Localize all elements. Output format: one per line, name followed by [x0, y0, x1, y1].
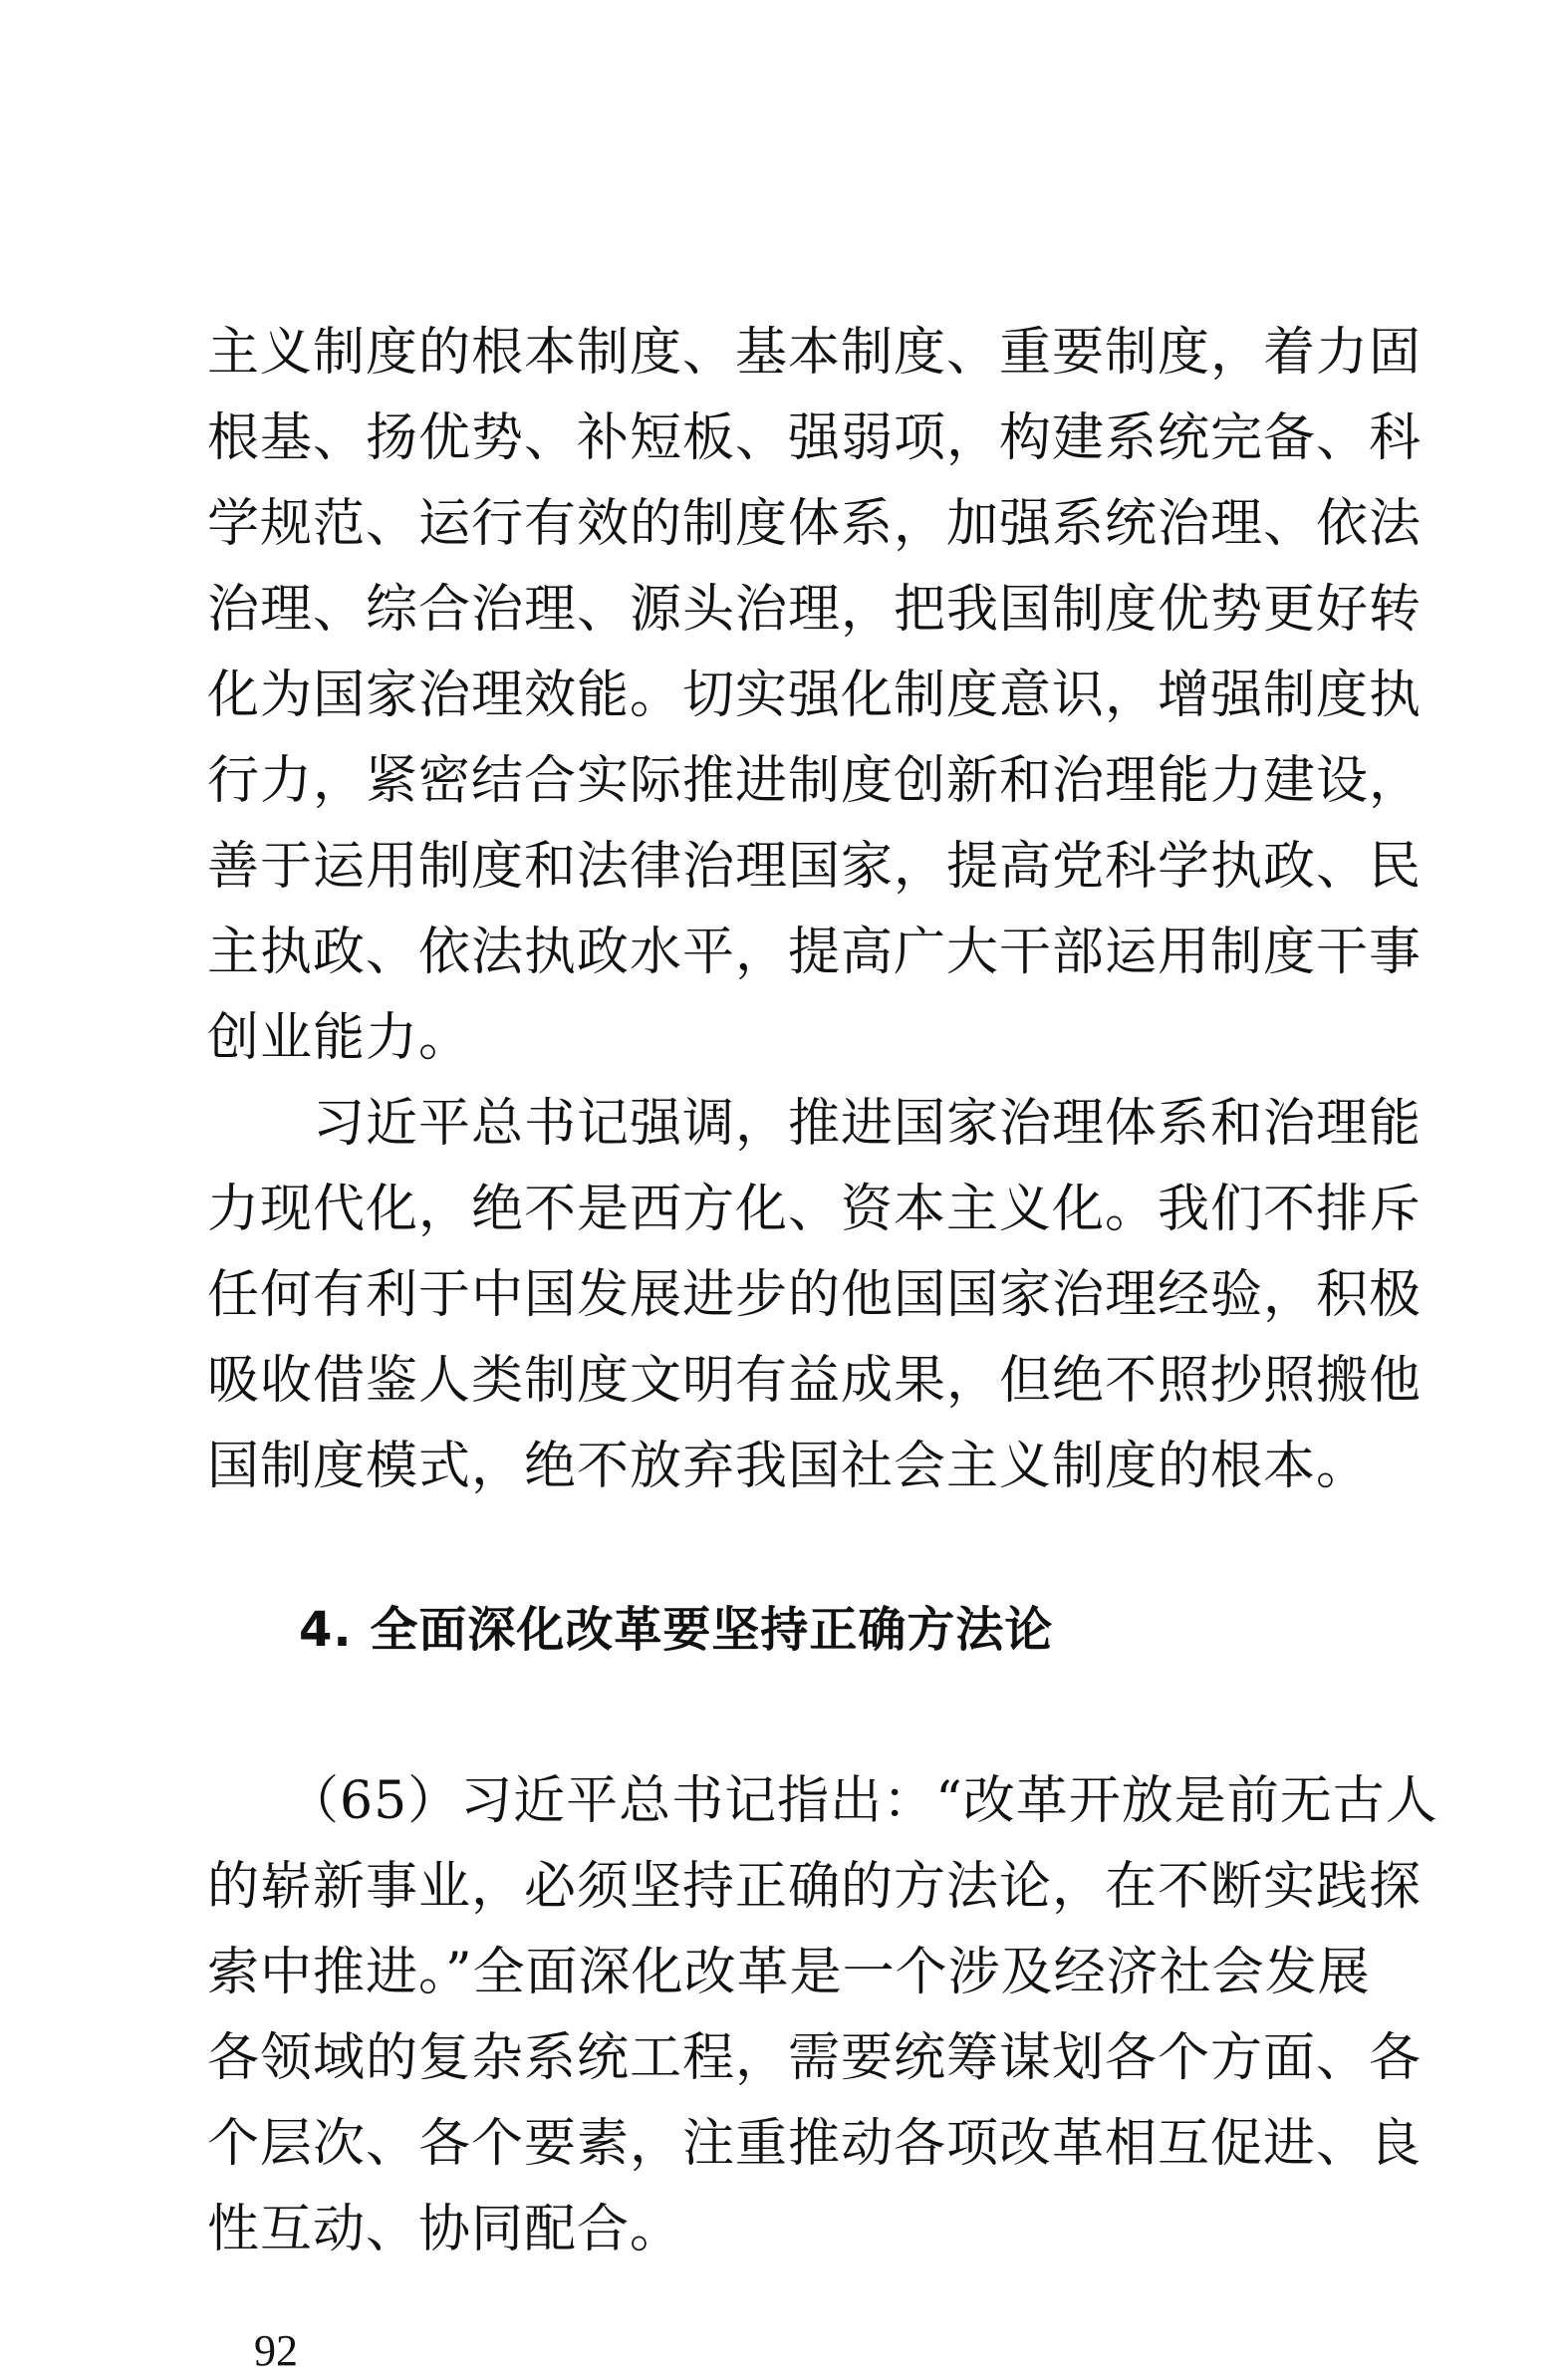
text-line: 索中推进。”全面深化改革是一个涉及经济社会发展 [207, 1943, 1371, 2002]
text-line: 行力，紧密结合实际推进制度创新和治理能力建设， [207, 751, 1423, 811]
text-line: 力现代化，绝不是西方化、资本主义化。我们不排斥 [207, 1180, 1423, 1239]
text-line: 个层次、各个要素，注重推动各项改革相互促进、良 [207, 2114, 1423, 2174]
text-line: 根基、扬优势、补短板、强弱项，构建系统完备、科 [207, 408, 1423, 468]
text-line: 国制度模式，绝不放弃我国社会主义制度的根本。 [207, 1437, 1370, 1496]
text-line: 治理、综合治理、源头治理，把我国制度优势更好转 [207, 580, 1423, 640]
text-line: 任何有利于中国发展进步的他国国家治理经验，积极 [207, 1265, 1423, 1325]
text-line: 创业能力。 [207, 1008, 472, 1068]
text-line: 主执政、依法执政水平，提高广大干部运用制度干事 [207, 923, 1423, 982]
text-line: 学规范、运行有效的制度体系，加强系统治理、依法 [207, 494, 1423, 554]
text-line: （65）习近平总书记指出：“改革开放是前无古人 [207, 1771, 1438, 1831]
section-heading: 4. 全面深化改革要坚持正确方法论 [299, 1602, 1054, 1658]
text-line: 各领域的复杂系统工程，需要统筹谋划各个方面、各 [207, 2028, 1423, 2088]
text-line: 吸收借鉴人类制度文明有益成果，但绝不照抄照搬他 [207, 1351, 1423, 1411]
text-line: 善于运用制度和法律治理国家，提高党科学执政、民 [207, 837, 1423, 897]
page-number: 92 [254, 2326, 298, 2375]
text-line: 的崭新事业，必须坚持正确的方法论，在不断实践探 [207, 1857, 1423, 1917]
text-line: 主义制度的根本制度、基本制度、重要制度，着力固 [207, 323, 1423, 383]
text-line: 化为国家治理效能。切实强化制度意识，增强制度执 [207, 665, 1423, 725]
text-line: 习近平总书记强调，推进国家治理体系和治理能 [207, 1094, 1423, 1154]
text-line: 性互动、协同配合。 [207, 2200, 683, 2259]
